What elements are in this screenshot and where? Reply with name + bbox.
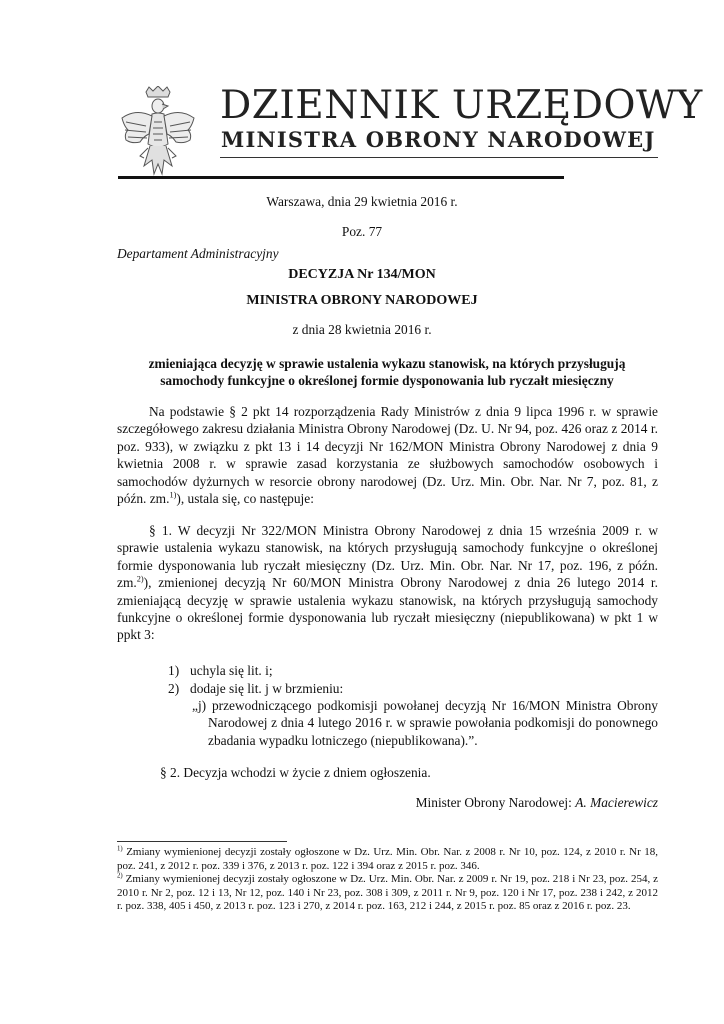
- masthead-title: DZIENNIK URZĘDOWY: [220, 83, 703, 128]
- masthead-subtitle: MINISTRA OBRONY NARODOWEJ: [221, 127, 656, 152]
- position-number: Poz. 77: [341, 224, 383, 239]
- masthead-divider: [220, 157, 658, 158]
- footnote: $^{2)}$ Zmiany wymienionej decyzji zostały ogłoszone w Dz. Urz. Min. Obr. Nar. z 2009 r. Nr 19, poz. 218 i Nr 23, poz. 254, z 2010 r. Nr 2, poz. 12 i 13, Nr 12, poz. 140 i Nr 23, poz. 308 i 309, z 2011 r. Nr 9, poz. 120 i Nr 17, poz. 238 i 242, z 2012 r. poz. 338, 405 i 450, z 2013 r. poz. 123 i 270, z 2014 r. poz. 163, 212 i 244, z 2015 r. poz. 85 oraz z 2016 r. poz. 23.: [117, 872, 659, 913]
- decision-title: DECYZJA Nr 134/MON: [288, 267, 436, 282]
- department: Departament Administracyjny: [117, 246, 279, 261]
- paragraph-legal-basis: Na podstawie § 2 pkt 14 rozporządzenia Rady Ministrów z dnia 9 lipca 1996 r. w sprawie szczegółowego zakresu działania Ministra Obrony Narodowej (Dz. U. Nr 94, poz. 426 oraz z 2014 r. poz. 933), w związku z pkt 13 i 14 decyzji Nr 162/MON Ministra Obrony Narodowej z dnia 9 kwietnia 2008 r. w sprawie zasad korzystania ze służbowych samochodów osobowych i samochodów dyżurnych w resorcie obrony narodowej (Dz. Urz. Min. Obr. Nar. Nr 7, poz. 81, z późn. zm.$^{1)}$), ustala się, co następuje:: [117, 404, 658, 507]
- footnote-ref-2: 2): [136, 574, 144, 584]
- signature: Minister Obrony Narodowej: A. Macierewicz: [415, 795, 658, 810]
- list-item: 2) dodaje się lit. j w brzmieniu:: [168, 681, 344, 696]
- paragraph-section-1: § 1. W decyzji Nr 322/MON Ministra Obrony Narodowej z dnia 15 września 2009 r. w sprawie ustalenia wykazu stanowisk, na których przysługują samochody funkcyjne o określonej formie dysponowania lub ryczałt miesięczny (Dz. Urz. Min. Obr. Nar. Nr 17, poz. 196, z późn. zm.$^{2)}$), zmienionej decyzją Nr 60/MON Ministra Obrony Narodowej z dnia 26 lutego 2014 r. zmieniającą decyzję w sprawie ustalenia wykazu stanowisk, na których przysługują samochody funkcyjne o określonej formie dysponowania lub ryczałt miesięczny (niepublikowana) w pkt 1 w ppkt 3:: [117, 523, 658, 643]
- list-item: 1) uchyla się lit. i;: [168, 663, 273, 678]
- decision-date: z dnia 28 kwietnia 2016 r.: [292, 322, 432, 337]
- amendment-quote: „j) przewodniczącego podkomisji powołanej decyzją Nr 16/MON Ministra Obrony Narodowej z dnia 4 lutego 2016 r. w sprawie powołania podkomisji do ponownego zbadania wypadku lotniczego (niepublikowana).”.: [192, 698, 658, 748]
- footnotes: [117, 846, 658, 914]
- footnote-ref-1: 1): [169, 490, 177, 500]
- place-date: Warszawa, dnia 29 kwietnia 2016 r.: [266, 194, 458, 209]
- masthead: [118, 82, 703, 182]
- paragraph-section-2: § 2. Decyzja wchodzi w życie z dniem ogłoszenia.: [160, 765, 431, 780]
- footnote-divider: [117, 841, 287, 842]
- masthead-rule: [118, 176, 564, 179]
- decision-subject: zmieniająca decyzję w sprawie ustalenia wykazu stanowisk, na których przysługują samochody funkcyjne o określonej formie dysponowania lub ryczałt miesięczny: [148, 356, 626, 388]
- footnote: $^{1)}$ Zmiany wymienionej decyzji zostały ogłoszone w Dz. Urz. Min. Obr. Nar. z 2008 r. Nr 10, poz. 124, z 2010 r. Nr 18, poz. 241, z 2012 r. poz. 339 i 376, z 2013 r. poz. 122 i 394 oraz z 2015 r. poz. 346.: [117, 845, 658, 872]
- signatory-name: A. Macierewicz: [575, 795, 658, 810]
- decision-issuer: MINISTRA OBRONY NARODOWEJ: [246, 293, 478, 308]
- eagle-emblem-icon: [118, 86, 198, 182]
